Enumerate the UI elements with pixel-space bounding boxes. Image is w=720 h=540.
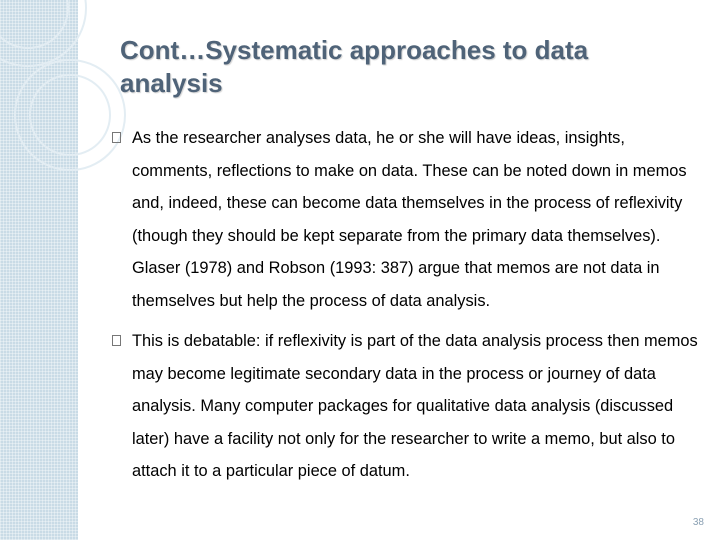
square-bullet-icon	[112, 132, 121, 143]
page-number: 38	[692, 517, 704, 528]
slide-title: Cont…Systematic approaches to data analysis	[120, 35, 589, 98]
bullet-text: This is debatable: if reflexivity is part of the data analysis process then memos may become legitimate secondary data in the process or journey of data analysis. Many computer packages for qualitative data analysis (discussed later) have a facility not only for the researcher to write a memo, but also to attach it to a particular piece of datum.	[132, 332, 698, 480]
bullet-text: As the researcher analyses data, he or she will have ideas, insights, comments, reflections to make on data. These can be noted down in memos and, indeed, these can become data themselves in the process of reflexivity (though they should be kept separate from the primary data themselves). Glaser (1978) and Robson (1993: 387) argue that memos are not data in themselves but help the process of data analysis.	[132, 129, 687, 310]
bullet-list	[112, 122, 702, 496]
bullet-item	[112, 325, 702, 488]
square-bullet-icon	[112, 335, 121, 346]
bullet-item	[112, 122, 702, 317]
